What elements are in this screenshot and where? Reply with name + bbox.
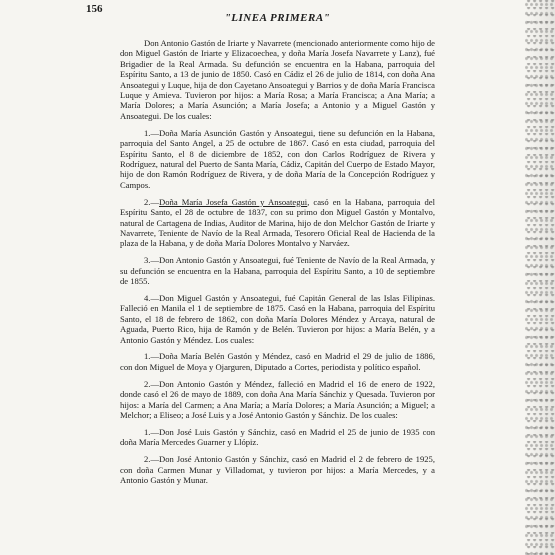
running-title: "LINEA PRIMERA" [224, 12, 331, 24]
paragraph-jose-luis: 1.—Don José Luis Gastón y Sánchiz, casó en Madrid el 25 de junio de 1935 con doña María Mercedes Guarner y Llópiz. [120, 426, 435, 448]
paragraph-antonio-gaston-iriarte: Don Antonio Gastón de Iriarte y Navarrete (mencionado anteriormente como hijo de don Miguel Gastón de Iriarte y Elizacoechea, y doña María Josefa Navarrete y Lanz), fué Brigadier de la Real Armada. Su defunción se encuentra en la Habana, parroquia del Espíritu Santo, a 13 de junio de 1850. Casó en Cádiz el 26 de julio de 1814, con doña Ana Ansoategui y Luque, hija de don Cayetano Ansoategui y Barrios y de doña María Francisca Luque y Amieva. Tuvieron por hijos: a María Rosa; a María Francisca; a Ana María; a María Dolores; a María Asunción; a María Josefa; a Antonio y a Miguel Gastón y Ansoategui. De los cuales: [120, 38, 436, 121]
page-number: 156 [86, 3, 103, 15]
paragraph-maria-josefa: 2.—Doña María Josefa Gastón y Ansoategui, casó en la Habana, parroquia del Espíritu Santo, el 28 de octubre de 1837, con su primo don Miguel Gastón y Montalvo, natural de Cartagena de Indias, Auditor de Marina, hijo de don Melchor Gastón de Iriarte y Navarrete, Teniente de Navío de la Real Armada, Tesorero Oficial Real de Hacienda de la plaza de la Habana, y de doña María Dolores Montalvo y Narváez. [120, 196, 435, 249]
paragraph-maria-belen: 1.—Doña María Belén Gastón y Méndez, casó en Madrid el 29 de julio de 1886, con don Miguel de Moya y Ojarguren, Diputado a Cortes, periodista y político español. [120, 351, 435, 372]
body-text [120, 38, 435, 492]
paragraph-antonio-mendez: 2.—Don Antonio Gastón y Méndez, falleció en Madrid el 16 de enero de 1922, donde casó el 26 de mayo de 1889, con doña Ana María Sánchiz y Quesada. Tuvieron por hijos: a María del Carmen; a Ana María; a María Dolores; a María Asunción; a Miguel; a Melchor; a Eliseo; a José Luis y a José Antonio Gastón y Sánchiz. De los cuales: [120, 378, 435, 420]
paragraph-maria-asuncion: 1.—Doña María Asunción Gastón y Ansoategui, tiene su defunción en la Habana, parroquia del Santo Angel, a 25 de octubre de 1867. Casó en esta ciudad, parroquia del Espíritu Santo, el 8 de diciembre de 1852, con don Carlos Rodríguez de Rivera y Rodríguez, natural del Puerto de Santa María, Cádiz, Capitán del Cuerpo de Estado Mayor, hijo de don Ramón Rodríguez de Rivera, y de doña María de la Concepción Rodríguez y Campos. [120, 127, 435, 190]
page-edge-shadow [525, 0, 555, 555]
paragraph-jose-antonio: 2.—Don José Antonio Gastón y Sánchiz, casó en Madrid el 2 de febrero de 1925, con doña Carmen Munar y Villadomat, y tuvieron por hijos: a María Mercedes, y a Antonio Gastón y Munar. [120, 454, 435, 486]
paragraph-antonio-ansoategui: 3.—Don Antonio Gastón y Ansoategui, fué Teniente de Navío de la Real Armada, y su defunción se encuentra en la Habana, parroquia del Espíritu Santo, a 10 de septiembre de 1855. [120, 255, 435, 287]
paragraph-miguel-ansoategui: 4.—Don Miguel Gastón y Ansoategui, fué Capitán General de las Islas Filipinas. Falleció en Manila el 1 de septiembre de 1875. Casó en la Habana, parroquia del Espíritu Santo, el 18 de febrero de 1862, con doña María Dolores Méndez y Arcaya, natural de Aguada, Puerto Rico, hija de Ramón y de Belén. Tuvieron por hijos: a María Belén, y a Antonio Gastón y Méndez. Los cuales: [120, 292, 435, 345]
